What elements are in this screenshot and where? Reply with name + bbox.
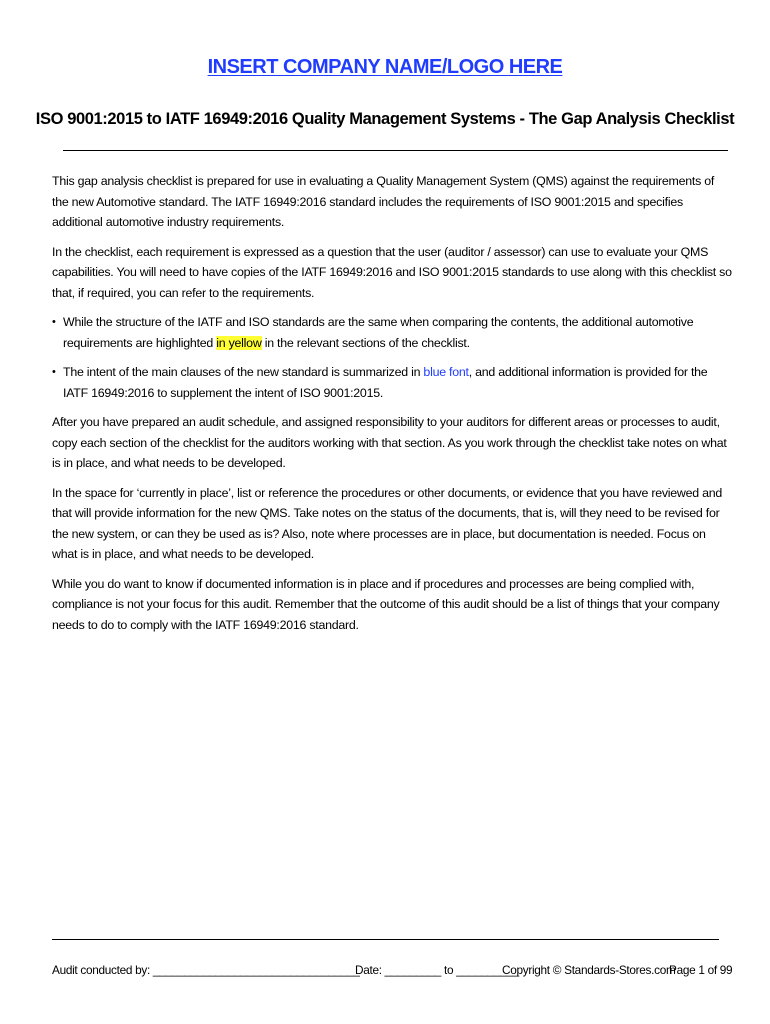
bullet-icon: •	[52, 316, 56, 328]
audit-conducted-by-field: Audit conducted by: _________________________________	[52, 963, 360, 977]
bullet-text-part: While the structure of the IATF and ISO standards are the same when comparing the contents, the additional automotive requirements are highlighted	[63, 315, 694, 350]
bullet-text-part: in the relevant sections of the checklist.	[261, 335, 470, 350]
bullet-item-blue-font	[52, 362, 732, 403]
yellow-highlight-text: in yellow	[216, 335, 262, 350]
currently-in-place-paragraph: In the space for ‘currently in place’, list or reference the procedures or other documents, or evidence that you have reviewed and that will provide information for the new QMS. Take notes on the status of the documents, that is, will they need to be revised for the new system, or can they be used as is? Also, note where processes are in place, but documentation is needed. Focus on what is in place, and what needs to be developed.	[52, 485, 723, 561]
bullet-text-part: , and additional information is provided for the IATF 16949:2016 to supplement the intent of ISO 9001:2015.	[63, 365, 708, 400]
copyright-text: Copyright © Standards-Stores.com	[502, 963, 676, 977]
document-body	[52, 171, 732, 644]
footer-divider	[52, 939, 719, 940]
company-name-placeholder: INSERT COMPANY NAME/LOGO HERE	[207, 56, 563, 78]
bullet-text	[63, 312, 732, 353]
bullet-item-highlight	[52, 312, 732, 353]
compliance-paragraph: While you do want to know if documented information is in place and if procedures and processes are being complied with, compliance is not your focus for this audit. Remember that the outcome of this audit should be a list of things that your company needs to do to comply with the IATF 16949:2016 standard.	[52, 576, 720, 632]
date-range-field: Date: _________ to __________	[355, 963, 519, 977]
bullet-text-part: The intent of the main clauses of the new standard is summarized in	[63, 365, 424, 379]
intro-paragraph: This gap analysis checklist is prepared for use in evaluating a Quality Management System (QMS) against the requirements of the new Automotive standard. The IATF 16949:2016 standard includes the requirements of ISO 9001:2015 and specifies additional automotive industry requirements.	[52, 174, 715, 229]
blue-font-text: blue font	[423, 365, 469, 379]
title-divider	[63, 150, 728, 151]
bullet-icon: •	[52, 366, 56, 378]
audit-schedule-paragraph: After you have prepared an audit schedule, and assigned responsibility to your auditors for different areas or processes to audit, copy each section of the checklist for the auditors working with that section. As you work through the checklist take notes on what is in place, and what needs to be developed.	[52, 415, 727, 470]
checklist-paragraph: In the checklist, each requirement is expressed as a question that the user (auditor / assessor) can use to evaluate your QMS capabilities. You will need to have copies of the IATF 16949:2016 and ISO 9001:2015 standards to use along with this checklist so that, if required, you can refer to the requirements.	[52, 244, 732, 300]
page-number: Page 1 of 99	[669, 963, 733, 977]
document-title: ISO 9001:2015 to IATF 16949:2016 Quality Management Systems - The Gap Analysis Checklist	[35, 110, 735, 128]
bullet-text	[63, 362, 732, 403]
